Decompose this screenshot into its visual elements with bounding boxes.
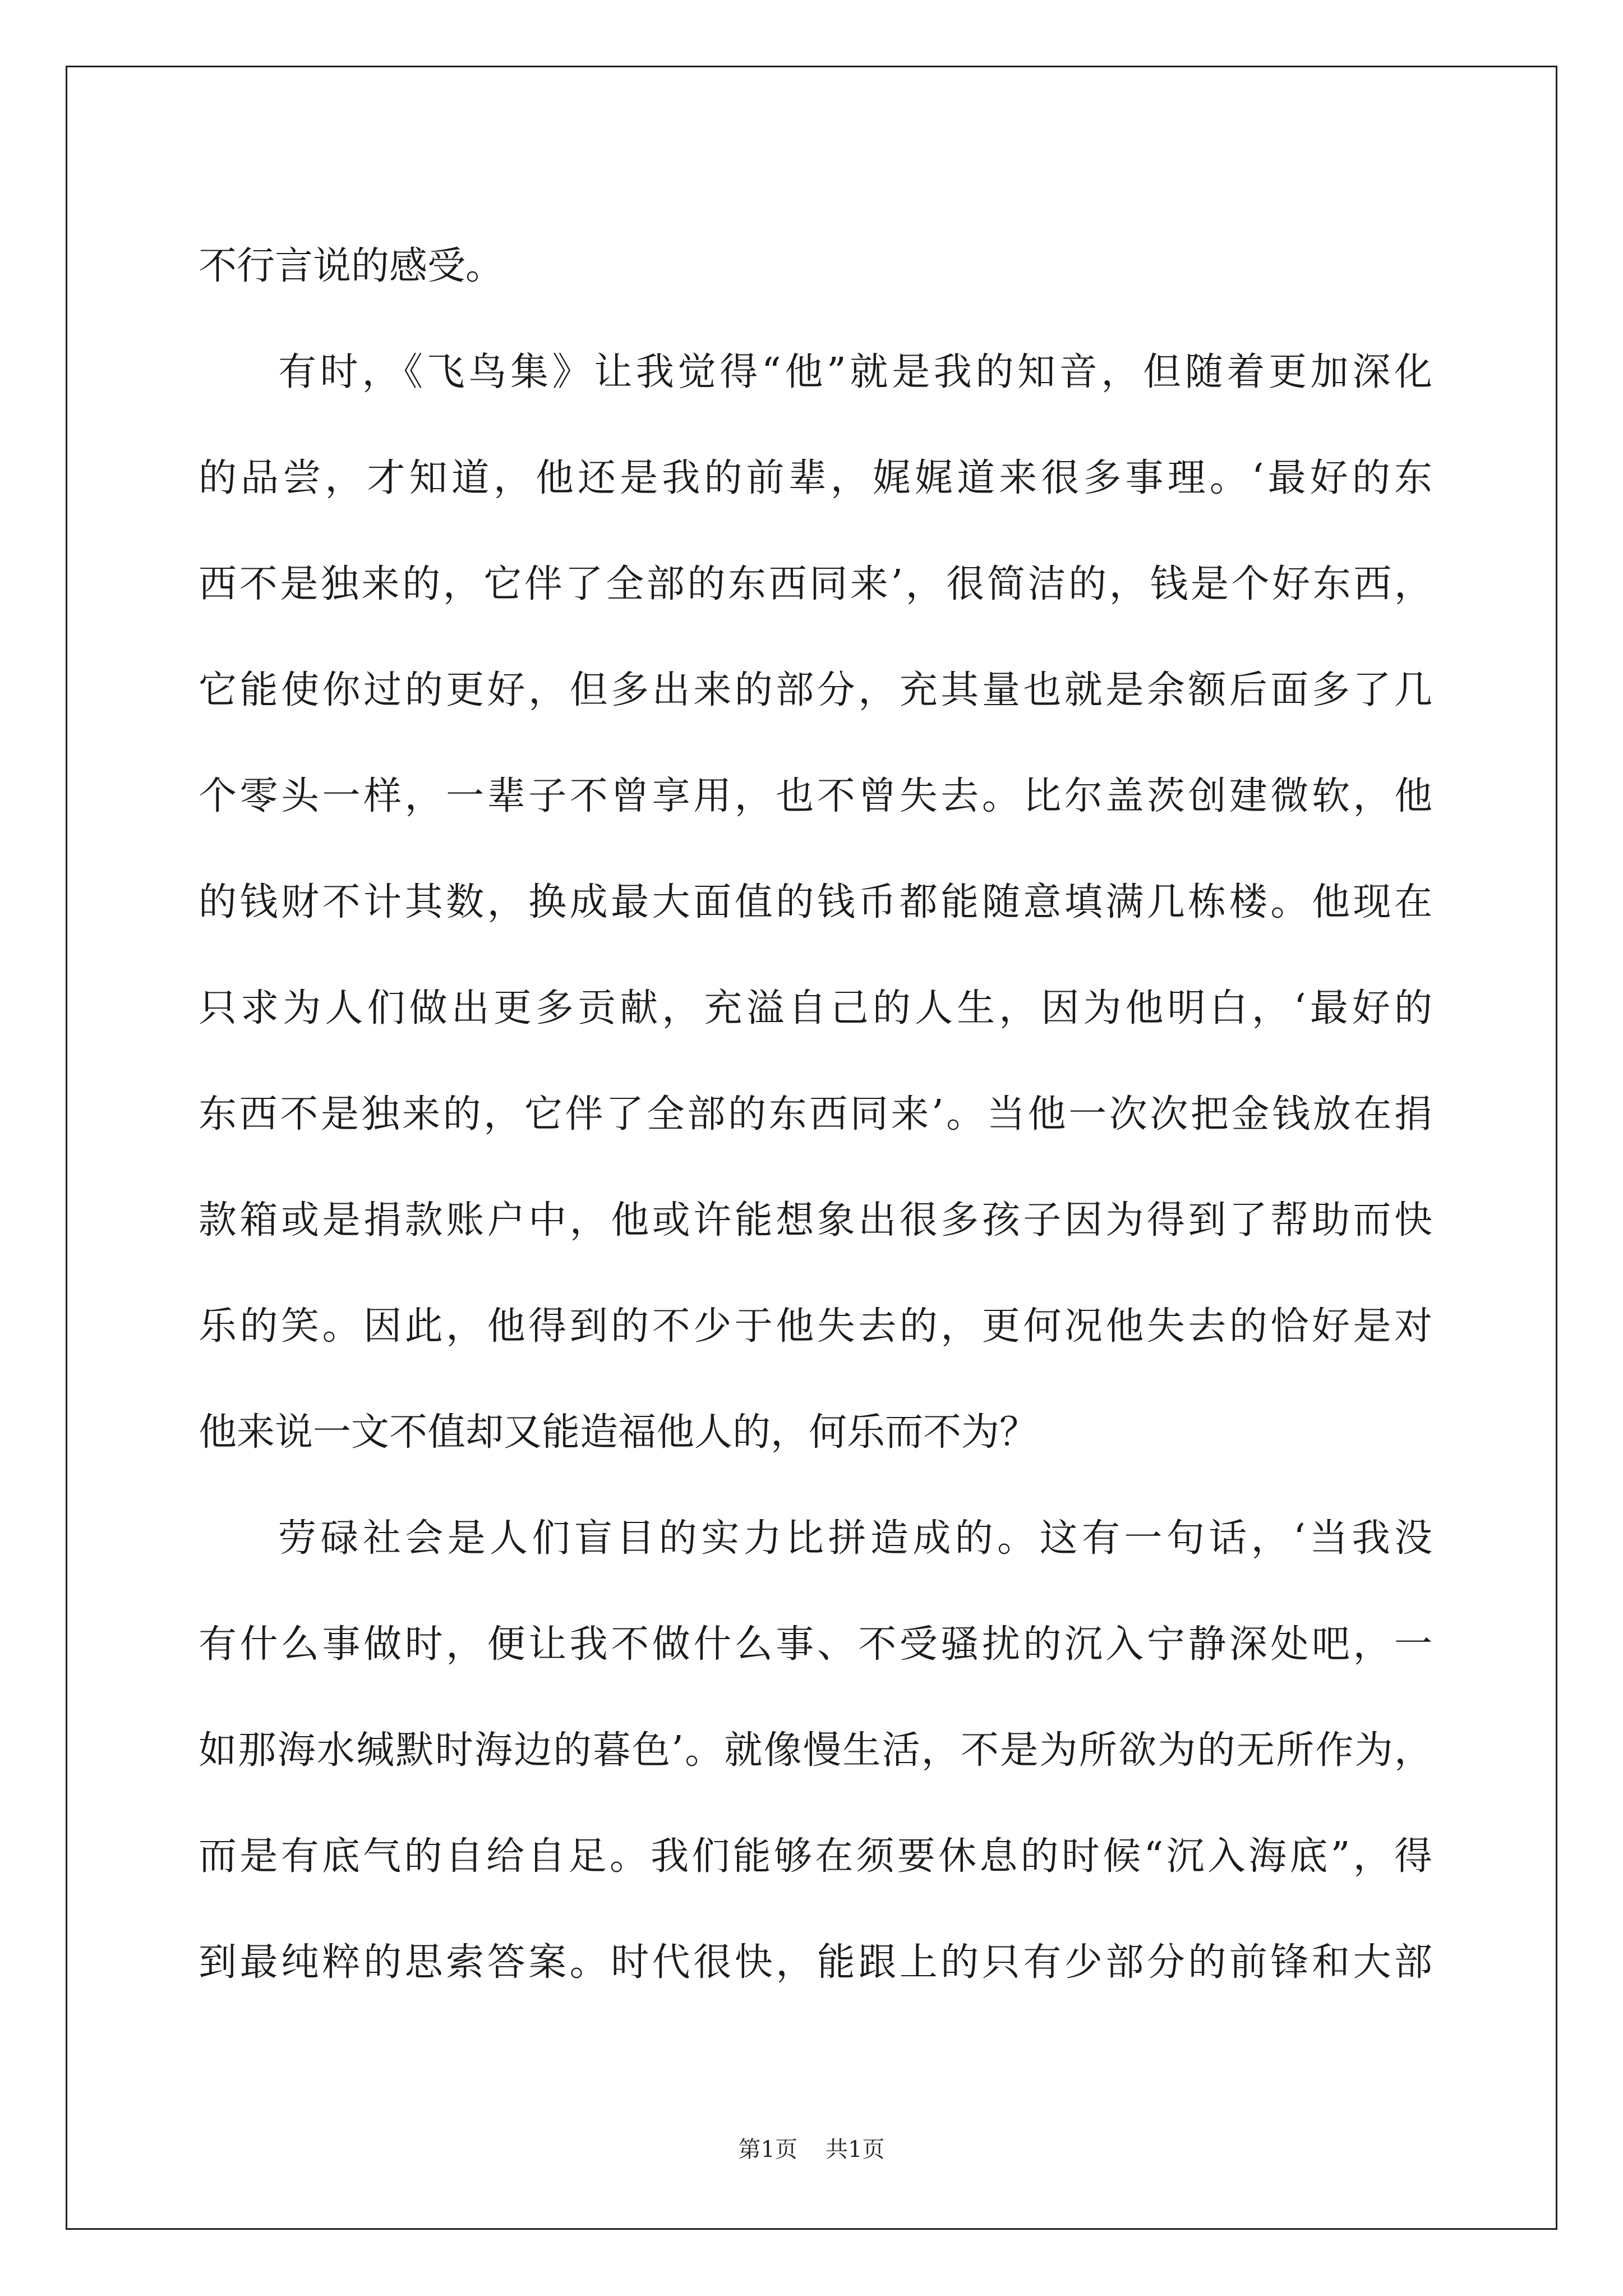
page-total: 共1页: [826, 2137, 885, 2162]
paragraph-line: 款箱或是捐款账户中，他或许能想象出很多孩子因为得到了帮助而快: [199, 1198, 1432, 1243]
page-footer: [0, 2132, 1623, 2164]
paragraph-line: 乐的笑。因此，他得到的不少于他失去的，更何况他失去的恰好是对: [199, 1304, 1432, 1349]
paragraph-line: 有什么事做时，便让我不做什么事、不受骚扰的沉入宁静深处吧，一: [199, 1622, 1432, 1667]
paragraph-line: 只求为人们做出更多贡献，充溢自己的人生，因为他明白，‘最好的: [199, 986, 1432, 1030]
paragraph-line: 的品尝，才知道，他还是我的前辈，娓娓道来很多事理。‘最好的东: [199, 456, 1432, 500]
paragraph-line: 个零头一样，一辈子不曾享用，也不曾失去。比尔盖茨创建微软，他: [199, 774, 1432, 818]
paragraph-line: 而是有底气的自给自足。我们能够在须要休息的时候“沉入海底”，得: [199, 1834, 1432, 1879]
paragraph-line: 东西不是独来的，它伴了全部的东西同来’。当他一次次把金钱放在捐: [199, 1092, 1432, 1137]
document-body: [199, 213, 1432, 2016]
paragraph-line: 它能使你过的更好，但多出来的部分，充其量也就是余额后面多了几: [199, 668, 1432, 712]
paragraph-line: 有时，《飞鸟集》让我觉得“他”就是我的知音，但随着更加深化: [278, 350, 1432, 394]
page-number: 第1页: [738, 2137, 797, 2162]
paragraph-line: 劳碌社会是人们盲目的实力比拼造成的。这有一句话，‘当我没: [278, 1516, 1432, 1561]
paragraph-line: 如那海水缄默时海边的暮色’。就像慢生活，不是为所欲为的无所作为，: [199, 1728, 1432, 1773]
paragraph-line: 到最纯粹的思索答案。时代很快，能跟上的只有少部分的前锋和大部: [199, 1940, 1432, 1985]
paragraph-line: 他来说一文不值却又能造福他人的，何乐而不为？: [199, 1410, 1038, 1455]
paragraph-line: 西不是独来的，它伴了全部的东西同来’，很简洁的，钱是个好东西，: [199, 562, 1432, 606]
paragraph-line: 不行言说的感受。: [199, 244, 504, 288]
paragraph-line: 的钱财不计其数，换成最大面值的钱币都能随意填满几栋楼。他现在: [199, 880, 1432, 924]
